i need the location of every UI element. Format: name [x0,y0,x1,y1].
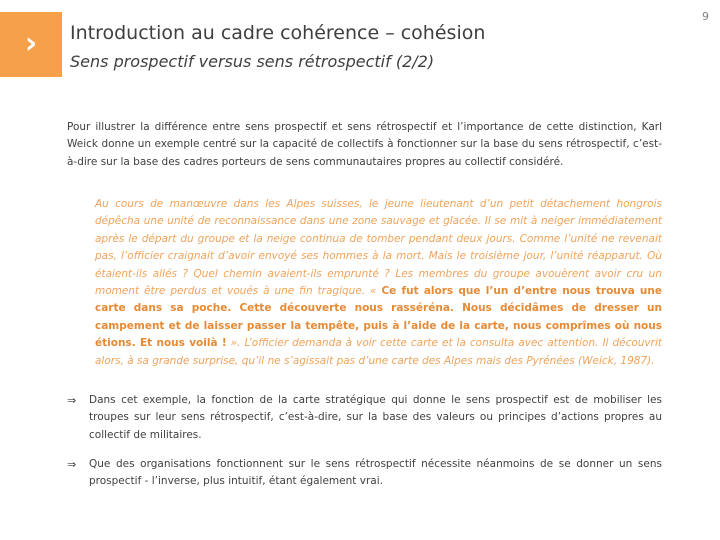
page-number: 9 [702,10,709,23]
implies-arrow-icon: ⇒ [67,394,77,407]
bullet-text: Dans cet exemple, la fonction de la carte stratégique qui donne le sens prospectif est de mobiliser les troupes sur leur sens rétrospectif, c’est-à-dire, sur la base des valeurs ou principes d’actions propres au collectif de militaires. [89,394,662,441]
quote-part-3: ». L’officier demanda à voir cette carte et la consulta avec attention. Il découvrit alors, à sa grande surprise, qu’il ne s’agissait pas d’une carte des Alpes mais des Pyrénées (Weick, 1987). [95,337,662,367]
chevron-right-icon: › [24,25,38,61]
section-badge [0,12,62,77]
implies-arrow-icon: ⇒ [67,458,77,471]
intro-paragraph: Pour illustrer la différence entre sens prospectif et sens rétrospectif et l’importance de cette distinction, Karl Weick donne un exemple centré sur la capacité de collectifs à fonctionner sur la base du sens rétrospectif, c’est-à-dire sur la base des cadres porteurs de sens communautaires propres au collectif considéré. [67,121,662,168]
bullet-item [67,456,662,491]
bullet-item [67,392,662,444]
slide-title: Introduction au cadre cohérence – cohésion [70,22,486,44]
slide-subtitle: Sens prospectif versus sens rétrospectif (2/2) [70,52,435,71]
quote-part-2: Ce fut alors que l’un d’entre nous trouva une carte dans sa poche. Cette découverte nous rasséréna. Nous décidâmes de dresser un campement et de laisser passer la tempête, puis à l’aide de la carte, nous comprîmes où nous étions. Et nous voilà ! [95,285,663,350]
quote-part-1: Au cours de manœuvre dans les Alpes suisses, le jeune lieutenant d’un petit détachement hongrois dépêcha une unité de reconnaissance dans une zone sauvage et glacée. Il se mit à neiger immédiatement après le départ du groupe et la neige continua de tomber pendant deux jours. Comme l’unité ne revenait pas, l’officier craignait d’avoir envoyé ses hommes à la mort. Mais le troisième jour, l’unité réapparut. Où étaient-ils allés ? Quel chemin avaient-ils emprunté ? Les membres du groupe avouèrent avoir cru un moment être perdus et voués à une fin tragique. « [95,198,662,298]
weick-quote [95,196,662,370]
bullet-text: Que des organisations fonctionnent sur le sens rétrospectif nécessite néanmoins de se donner un sens prospectif - l’inverse, plus intuitif, étant également vrai. [89,458,662,488]
